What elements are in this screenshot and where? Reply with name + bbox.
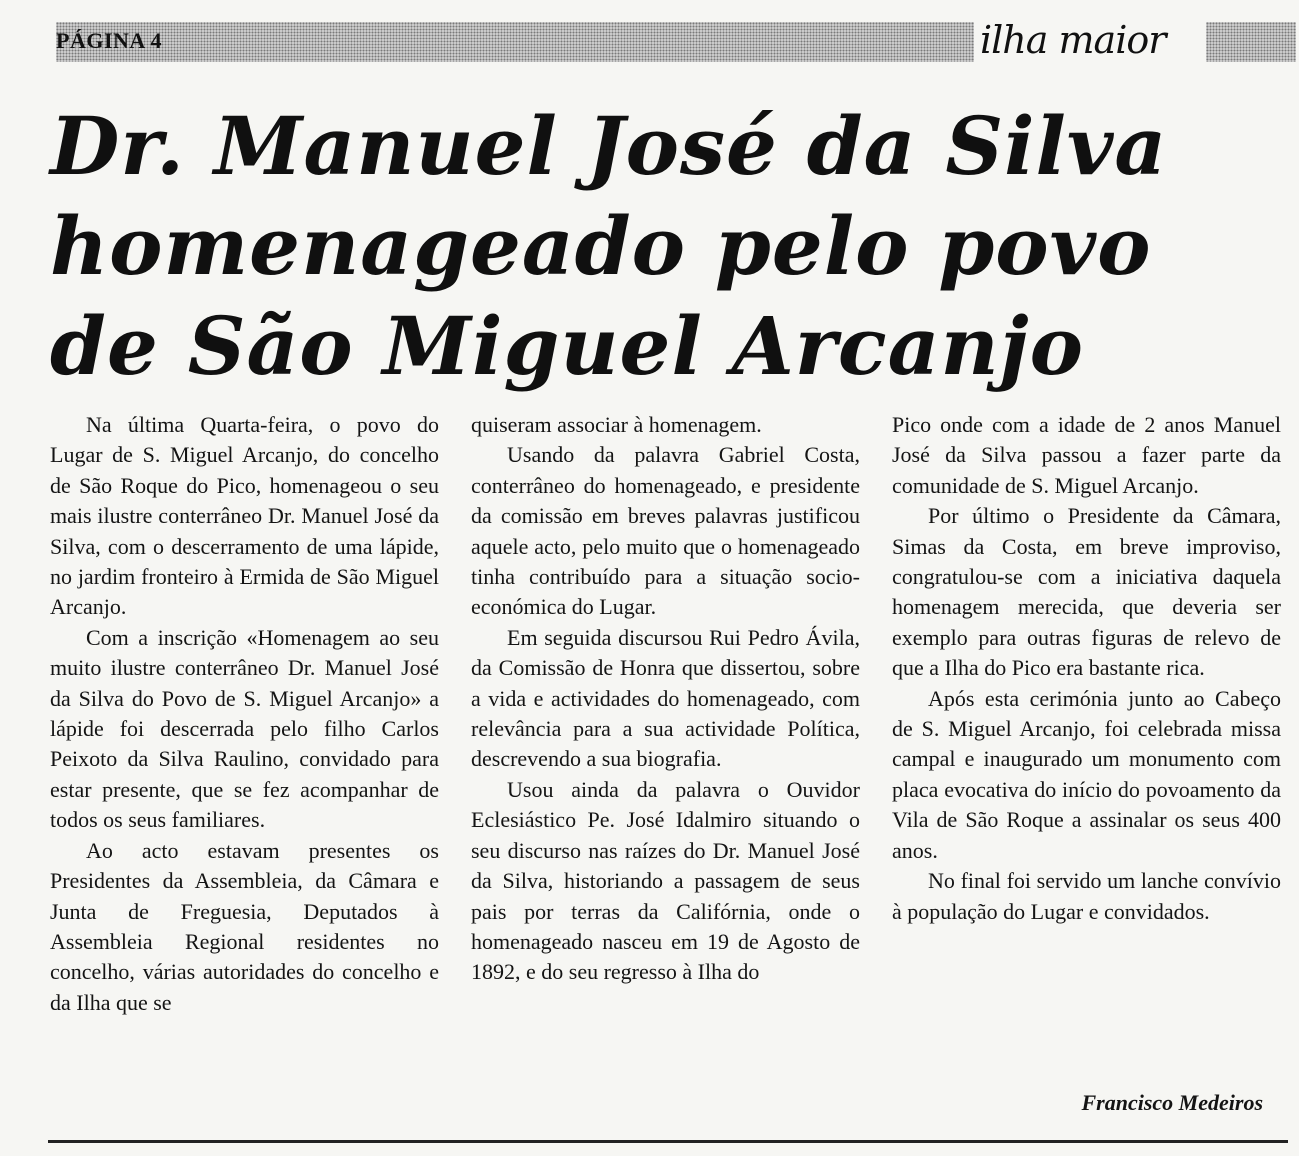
paragraph: Usando da palavra Gabriel Costa, conterrâneo do homenageado, e presidente da comissão em breves palavras justificou aquele acto, pelo muito que o homenageado tinha contribuído para a situação socio-económica do Lugar. [471, 442, 860, 620]
headline-line: Dr. Manuel José da Silva [50, 99, 1168, 193]
header-dot-band-right [1206, 22, 1296, 62]
newspaper-masthead: ilha maior [980, 18, 1166, 62]
paragraph: Com a inscrição «Homenagem ao seu muito ilustre conterrâneo Dr. Manuel José da Silva do Povo de S. Miguel Arcanjo» a lápide foi descerrada pelo filho Carlos Peixoto da Silva Raulino, convidado para estar presente, que se fez acompanhar de todos os seus familiares. [50, 624, 439, 833]
paragraph: Ao acto estavam presentes os Presidentes da Assembleia, da Câmara e Junta de Freguesia, Deputados à Assembleia Regional residentes no concelho, várias autoridades do concelho e da Ilha que se [50, 837, 439, 1015]
author-byline: Francisco Medeiros [1081, 1090, 1263, 1115]
article-column-3 [892, 410, 1281, 927]
bottom-rule [48, 1140, 1288, 1143]
paragraph: No final foi servido um lanche convívio à população do Lugar e convidados. [892, 868, 1281, 924]
page-number-label: PÁGINA 4 [56, 28, 163, 53]
article-headline [50, 96, 1290, 396]
article-column-1 [50, 410, 439, 1018]
headline-line: de São Miguel Arcanjo [50, 299, 1084, 393]
paragraph: Em seguida discursou Rui Pedro Ávila, da Comissão de Honra que dissertou, sobre a vida e actividades do homenageado, com relevância para a sua actividade Política, descrevendo a sua biografia. [471, 624, 860, 772]
paragraph: Pico onde com a idade de 2 anos Manuel José da Silva passou a fazer parte da comunidade de S. Miguel Arcanjo. [892, 412, 1281, 498]
paragraph: quiseram associar à homenagem. [471, 412, 762, 437]
page-header [56, 18, 1296, 62]
paragraph: Por último o Presidente da Câmara, Simas da Costa, em breve improviso, congratulou-se com a iniciativa daquela homenagem merecida, que deveria ser exemplo para outras figuras de relevo de que a Ilha do Pico era bastante rica. [892, 503, 1281, 681]
paragraph: Usou ainda da palavra o Ouvidor Eclesiástico Pe. José Idalmiro situando o seu discurso nas raízes do Dr. Manuel José da Silva, historiando a passagem de seus pais por terras da Califórnia, onde o homenageado nasceu em 19 de Agosto de 1892, e do seu regresso à Ilha do [471, 776, 860, 985]
paragraph: Após esta cerimónia junto ao Cabeço de S. Miguel Arcanjo, foi celebrada missa campal e inaugurado um monumento com placa evocativa do início do povoamento da Vila de São Roque a assinalar os seus 400 anos. [892, 685, 1281, 863]
article-column-2 [471, 410, 860, 988]
headline-line: homenageado pelo povo [50, 199, 1152, 293]
paragraph: Na última Quarta-feira, o povo do Lugar de S. Miguel Arcanjo, do concelho de São Roque do Pico, homenageou o seu mais ilustre conterrâneo Dr. Manuel José da Silva, com o descerramento de uma lápide, no jardim fronteiro à Ermida de São Miguel Arcanjo. [50, 412, 439, 620]
header-dot-band [56, 22, 974, 62]
